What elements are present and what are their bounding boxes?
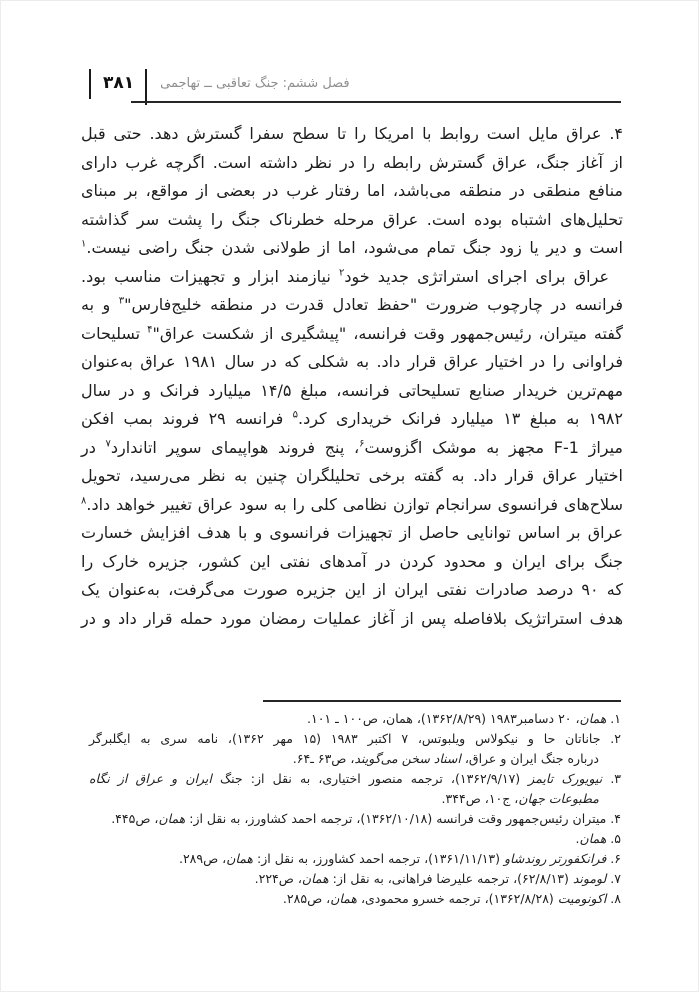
text-segment: سلاح‌های فرانسوی سرانجام توازن نظامی کلی را به سود عراق تغییر خواهد داد. xyxy=(86,494,623,514)
text-segment: اختیار عراق قرار داد. به گفته برخی تحلیلگران چنین به نظر می‌رسید، تحویل xyxy=(81,466,623,485)
text-segment: تسلیحات xyxy=(81,323,148,343)
footnotes-section xyxy=(89,709,621,909)
text-segment: ۶. xyxy=(606,851,621,866)
text-segment: منافع منطقی در منطقه می‌باشد، اما رفتار غرب در بعضی از مواقع، بر مبنای xyxy=(81,181,623,200)
cited-title-segment: همان xyxy=(158,811,186,826)
body-line xyxy=(81,320,623,349)
footnote-line xyxy=(89,889,621,909)
body-line xyxy=(81,491,623,520)
body-line xyxy=(81,206,623,235)
text-segment: ۵. xyxy=(606,831,621,846)
body-line xyxy=(81,348,623,377)
text-segment: تحلیل‌های اشتباه بوده است. عراق مرحله خطرناک جنگ را پشت سر گذاشته xyxy=(81,209,623,229)
text-segment: . xyxy=(575,831,580,846)
cited-title-segment: فرانکفورتر روندشاو xyxy=(504,851,607,866)
text-segment: گفته میتران، رئیس‌جمهور وقت فرانسه، "پیشگیری از شکست عراق" xyxy=(152,323,624,343)
text-segment: مهم‌ترین خریدار صنایع تسلیحاتی فرانسه، مبلغ ۱۴/۵ میلیارد فرانک و در سال xyxy=(81,380,624,400)
text-segment: ۸. xyxy=(606,891,621,906)
footnote-ref: ۷ xyxy=(105,438,111,450)
text-segment: ۱. xyxy=(606,711,621,726)
text-segment: ، ص۶۳ ـ۶۴. xyxy=(292,751,355,766)
page-header xyxy=(89,64,621,102)
body-line xyxy=(81,519,623,548)
text-segment: ، پنج فروند هواپیمای سوپر اتاندارد xyxy=(110,437,360,457)
cited-title-segment: همان xyxy=(301,871,329,886)
text-segment: و به xyxy=(81,295,119,314)
body-line xyxy=(81,120,623,149)
text-segment: (۶۲/۸/۱۳)، ترجمه علیرضا فراهانی، به نقل از: xyxy=(328,871,573,886)
text-segment: نیازمند ابزار و تجهیزات مناسب بود. xyxy=(81,266,339,286)
body-line xyxy=(81,405,623,434)
text-segment: که ۹۰ درصد صادرات نفتی ایران از این جزیره صورت می‌گرفت، به‌عنوان یک xyxy=(81,580,623,599)
text-segment: (۱۳۶۱/۱۱/۱۳)، ترجمه احمد کشاورز، به نقل از: xyxy=(253,851,504,866)
text-segment: میراژ F-1 مجهز به موشک اگزوست xyxy=(364,437,623,457)
footnote-ref: ۱ xyxy=(81,238,87,250)
chapter-title: فصل ششم: جنگ تعاقبی ــ تهاجمی xyxy=(160,75,350,91)
text-segment: عراق بر اساس توانایی حاصل از تجهیزات فرانسوی و با هدف افزایش خسارت xyxy=(81,523,623,542)
cited-title-segment: لوموند xyxy=(572,871,607,886)
text-segment: ۱۹۸۲ به مبلغ ۱۳ میلیارد فرانک خریداری کرد. xyxy=(298,409,623,428)
body-text xyxy=(81,120,623,633)
text-segment: ، ص۲۸۵. xyxy=(282,891,331,906)
body-line xyxy=(81,234,623,263)
text-segment: ، ص۴۴۵. xyxy=(111,811,159,826)
text-segment: ۴. عراق مایل است روابط با امریکا را تا سطح سفرا گسترش دهد. حتی قبل xyxy=(81,124,623,143)
footnote-ref: ۲ xyxy=(338,267,345,279)
text-segment: ۷. xyxy=(606,871,621,886)
footnote-ref: ۵ xyxy=(292,409,299,421)
text-segment: جنگ برای ایران و محدود کردن در آمدهای نفتی این کشور، جزیره خارک را xyxy=(81,551,623,571)
cited-title-segment: همان xyxy=(226,851,254,866)
text-segment: در xyxy=(81,437,106,457)
text-segment: (۱۳۶۲/۸/۲۸)، ترجمه خسرو محمودی، xyxy=(357,891,558,906)
body-line xyxy=(81,605,623,634)
body-line xyxy=(81,177,623,206)
footnote-line xyxy=(89,729,621,749)
body-line xyxy=(81,377,623,406)
text-segment: فرانسه ۲۹ فروند بمب افکن xyxy=(81,409,293,428)
footnote-line xyxy=(89,709,621,729)
cited-title-segment: ایران و عراق از نگاه xyxy=(89,771,212,786)
body-line xyxy=(81,462,623,491)
footnote-line xyxy=(89,829,621,849)
text-segment: ، ص۲۲۴. xyxy=(254,871,302,886)
cited-title-segment: همان xyxy=(579,711,607,726)
page-number: ۳۸۱ xyxy=(103,73,135,93)
text-segment: هدف استراتژیک بلافاصله پس از آغاز عملیات رمضان مورد حمله قرار داد و در xyxy=(81,608,623,628)
text-segment: ۳. xyxy=(602,771,622,786)
body-line xyxy=(81,434,623,463)
text-segment: ، ۲۰ دسامبر۱۹۸۳ (۱۳۶۲/۸/۲۹)، همان، ص۱۰۰ ـ ۱۰۱. xyxy=(307,711,580,726)
text-segment: ، ص۲۸۹. xyxy=(178,851,227,866)
cited-title-segment: همان xyxy=(330,891,357,906)
footnote-ref: ۶ xyxy=(359,438,365,450)
text-segment: است و دیر یا زود جنگ تمام می‌شود، اما از طولانی شدن جنگ راضی نیست. xyxy=(86,238,623,257)
footnote-line xyxy=(89,789,621,809)
footnote-line xyxy=(89,869,621,889)
text-segment: درباره جنگ ایران و عراق، xyxy=(460,751,599,766)
footnote-separator xyxy=(263,700,621,702)
footnote-line xyxy=(89,849,621,869)
body-line xyxy=(81,291,623,320)
text-segment: فراوانی را در اختیار عراق قرار داد. به شکلی که در سال ۱۹۸۱ عراق به‌عنوان xyxy=(81,352,623,371)
text-segment: عراق برای اجرای استراتژی جدید خود xyxy=(344,266,609,286)
footnote-line xyxy=(89,809,621,829)
text-segment: از آغاز جنگ، عراق گسترش رابطه را در نظر داشته است. اگرچه غرب دارای xyxy=(81,152,623,172)
footnote-ref: ۴ xyxy=(147,324,153,336)
text-segment: (۱۳۶۲/۹/۱۷)، ترجمه منصور اختیاری، به نقل از: جنگ xyxy=(211,771,529,786)
body-line xyxy=(81,263,623,292)
text-segment: ، ج۱۰، ص۳۴۴. xyxy=(441,791,519,806)
body-line xyxy=(81,548,623,577)
header-rule xyxy=(131,101,621,103)
divider-bar-inner xyxy=(145,69,147,105)
footnote-ref: ۸ xyxy=(81,495,87,507)
body-line xyxy=(81,149,623,178)
footnote-line xyxy=(89,769,621,789)
cited-title-segment: اسناد سخن می‌گویند xyxy=(354,751,461,766)
text-segment: ۲. جاناتان حا و نیکولاس ویلبوتس، ۷ اکتبر ۱۹۸۳ (۱۵ مهر ۱۳۶۲)، نامه سری به ایگلبرگر xyxy=(89,731,621,746)
footnote-ref: ۳ xyxy=(118,295,125,307)
cited-title-segment: اکونومیت xyxy=(557,891,607,906)
cited-title-segment: همان xyxy=(579,831,607,846)
footnote-line xyxy=(89,749,621,769)
text-segment: فرانسه در چارچوب ضرورت "حفظ تعادل قدرت در منطقه خلیج‌فارس" xyxy=(124,295,623,314)
cited-title-segment: نیویورک تایمز xyxy=(528,771,603,786)
text-segment: ۴. میتران رئیس‌جمهور وقت فرانسه (۱۳۶۲/۱۰/۱۸)، ترجمه احمد کشاورز، به نقل از: xyxy=(185,811,621,826)
body-line xyxy=(81,576,623,605)
cited-title-segment: مطبوعات جهان xyxy=(518,791,599,806)
